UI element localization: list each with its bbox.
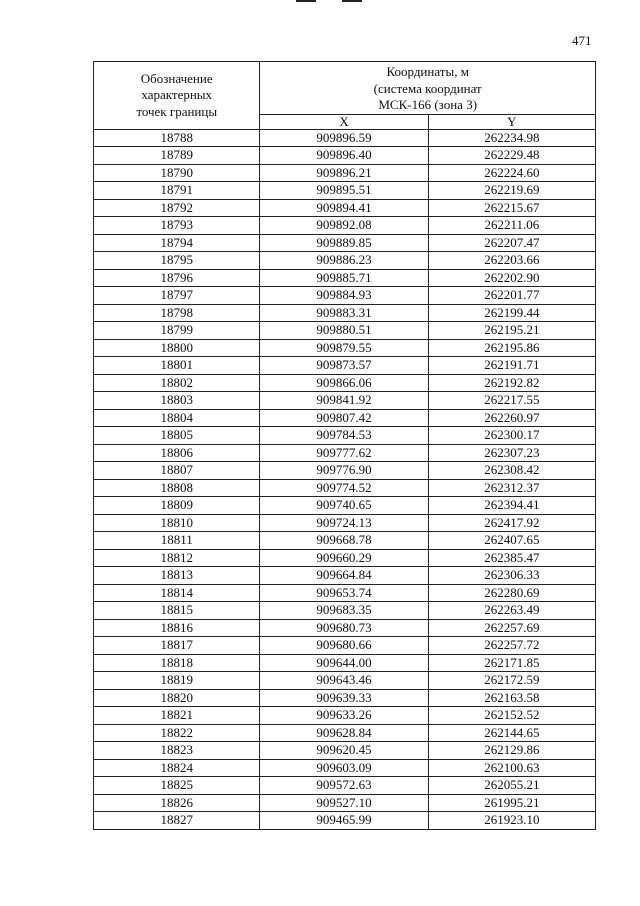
table-row <box>94 602 596 620</box>
cell-point-id: 18804 <box>94 409 260 427</box>
cell-y: 262306.33 <box>428 567 595 585</box>
table-row <box>94 164 596 182</box>
cell-x: 909620.45 <box>260 742 428 760</box>
table-row <box>94 462 596 480</box>
coordinates-table <box>93 61 596 830</box>
cell-x: 909896.40 <box>260 147 428 165</box>
cell-y: 262257.69 <box>428 619 595 637</box>
cell-point-id: 18815 <box>94 602 260 620</box>
cell-x: 909889.85 <box>260 234 428 252</box>
cell-y: 262195.21 <box>428 322 595 340</box>
cell-point-id: 18810 <box>94 514 260 532</box>
cell-y: 262257.72 <box>428 637 595 655</box>
cell-point-id: 18796 <box>94 269 260 287</box>
cell-y: 262300.17 <box>428 427 595 445</box>
table-row <box>94 444 596 462</box>
table-row <box>94 619 596 637</box>
table-row <box>94 759 596 777</box>
cell-point-id: 18798 <box>94 304 260 322</box>
cell-point-id: 18789 <box>94 147 260 165</box>
cell-point-id: 18820 <box>94 689 260 707</box>
cell-point-id: 18812 <box>94 549 260 567</box>
table-row <box>94 479 596 497</box>
cell-y: 262211.06 <box>428 217 595 235</box>
table-header-row <box>94 62 596 115</box>
cell-x: 909873.57 <box>260 357 428 375</box>
table-row <box>94 357 596 375</box>
table-row <box>94 689 596 707</box>
cell-y: 262055.21 <box>428 777 595 795</box>
cell-point-id: 18826 <box>94 794 260 812</box>
table-row <box>94 287 596 305</box>
header-y: Y <box>428 114 595 129</box>
table-row <box>94 392 596 410</box>
table-row <box>94 234 596 252</box>
cell-point-id: 18800 <box>94 339 260 357</box>
cell-x: 909724.13 <box>260 514 428 532</box>
cell-point-id: 18823 <box>94 742 260 760</box>
cell-x: 909628.84 <box>260 724 428 742</box>
cell-y: 262203.66 <box>428 252 595 270</box>
cell-x: 909892.08 <box>260 217 428 235</box>
cell-y: 262195.86 <box>428 339 595 357</box>
cell-x: 909885.71 <box>260 269 428 287</box>
cell-y: 262172.59 <box>428 672 595 690</box>
table-row <box>94 497 596 515</box>
cell-x: 909866.06 <box>260 374 428 392</box>
cell-point-id: 18805 <box>94 427 260 445</box>
table-row <box>94 794 596 812</box>
cell-y: 262385.47 <box>428 549 595 567</box>
cell-point-id: 18808 <box>94 479 260 497</box>
cell-y: 262163.58 <box>428 689 595 707</box>
cell-x: 909895.51 <box>260 182 428 200</box>
cell-y: 262263.49 <box>428 602 595 620</box>
cell-point-id: 18821 <box>94 707 260 725</box>
table-row <box>94 269 596 287</box>
cell-y: 262207.47 <box>428 234 595 252</box>
cell-point-id: 18793 <box>94 217 260 235</box>
cell-x: 909680.73 <box>260 619 428 637</box>
cell-point-id: 18827 <box>94 812 260 830</box>
cell-point-id: 18811 <box>94 532 260 550</box>
cell-point-id: 18814 <box>94 584 260 602</box>
header-coords-line: Координаты, м <box>386 64 469 79</box>
top-mark-right <box>342 0 362 2</box>
cell-point-id: 18803 <box>94 392 260 410</box>
top-mark-left <box>296 0 316 2</box>
cell-y: 262192.82 <box>428 374 595 392</box>
cell-point-id: 18788 <box>94 129 260 147</box>
cell-point-id: 18807 <box>94 462 260 480</box>
cell-point-id: 18801 <box>94 357 260 375</box>
cell-y: 262308.42 <box>428 462 595 480</box>
cell-y: 262407.65 <box>428 532 595 550</box>
cell-y: 262202.90 <box>428 269 595 287</box>
cell-point-id: 18822 <box>94 724 260 742</box>
table-row <box>94 129 596 147</box>
table-row <box>94 409 596 427</box>
table-row <box>94 672 596 690</box>
table-row <box>94 199 596 217</box>
cell-y: 262215.67 <box>428 199 595 217</box>
cell-y: 261923.10 <box>428 812 595 830</box>
cell-point-id: 18790 <box>94 164 260 182</box>
cell-x: 909527.10 <box>260 794 428 812</box>
table-row <box>94 252 596 270</box>
table-row <box>94 147 596 165</box>
header-coordinates <box>260 62 596 115</box>
cell-x: 909879.55 <box>260 339 428 357</box>
header-coords-line: МСК-166 (зона 3) <box>378 97 478 112</box>
table-row <box>94 532 596 550</box>
cell-point-id: 18797 <box>94 287 260 305</box>
cell-y: 262191.71 <box>428 357 595 375</box>
table-row <box>94 707 596 725</box>
page-number: 471 <box>572 33 592 48</box>
cell-point-id: 18809 <box>94 497 260 515</box>
cell-x: 909777.62 <box>260 444 428 462</box>
cell-y: 262224.60 <box>428 164 595 182</box>
cell-x: 909807.42 <box>260 409 428 427</box>
cell-y: 262152.52 <box>428 707 595 725</box>
cell-y: 262171.85 <box>428 654 595 672</box>
cell-y: 262219.69 <box>428 182 595 200</box>
cell-y: 262307.23 <box>428 444 595 462</box>
cell-x: 909668.78 <box>260 532 428 550</box>
table-row <box>94 549 596 567</box>
cell-point-id: 18799 <box>94 322 260 340</box>
cell-y: 261995.21 <box>428 794 595 812</box>
cell-x: 909776.90 <box>260 462 428 480</box>
cell-y: 262394.41 <box>428 497 595 515</box>
cell-y: 262234.98 <box>428 129 595 147</box>
cell-x: 909660.29 <box>260 549 428 567</box>
cell-x: 909880.51 <box>260 322 428 340</box>
cell-point-id: 18791 <box>94 182 260 200</box>
cell-x: 909653.74 <box>260 584 428 602</box>
table-row <box>94 567 596 585</box>
cell-point-id: 18813 <box>94 567 260 585</box>
cell-x: 909841.92 <box>260 392 428 410</box>
cell-x: 909774.52 <box>260 479 428 497</box>
table-row <box>94 637 596 655</box>
cell-x: 909896.59 <box>260 129 428 147</box>
table-row <box>94 514 596 532</box>
table-row <box>94 724 596 742</box>
cell-x: 909643.46 <box>260 672 428 690</box>
header-point-line: точек границы <box>136 103 218 119</box>
cell-point-id: 18816 <box>94 619 260 637</box>
cell-point-id: 18802 <box>94 374 260 392</box>
cell-y: 262417.92 <box>428 514 595 532</box>
table-row <box>94 182 596 200</box>
cell-x: 909896.21 <box>260 164 428 182</box>
cell-x: 909603.09 <box>260 759 428 777</box>
cell-point-id: 18824 <box>94 759 260 777</box>
header-point-line: характерных <box>141 87 213 102</box>
table-row <box>94 322 596 340</box>
cell-x: 909784.53 <box>260 427 428 445</box>
cell-x: 909633.26 <box>260 707 428 725</box>
cell-x: 909894.41 <box>260 199 428 217</box>
top-edge-marks <box>296 0 366 3</box>
header-x: X <box>260 114 428 129</box>
table-row <box>94 374 596 392</box>
cell-x: 909572.63 <box>260 777 428 795</box>
cell-x: 909644.00 <box>260 654 428 672</box>
cell-y: 262100.63 <box>428 759 595 777</box>
cell-y: 262229.48 <box>428 147 595 165</box>
cell-point-id: 18818 <box>94 654 260 672</box>
cell-point-id: 18794 <box>94 234 260 252</box>
table-row <box>94 339 596 357</box>
cell-x: 909664.84 <box>260 567 428 585</box>
cell-point-id: 18819 <box>94 672 260 690</box>
table-row <box>94 584 596 602</box>
table-body <box>94 129 596 829</box>
table-row <box>94 654 596 672</box>
cell-point-id: 18817 <box>94 637 260 655</box>
cell-y: 262260.97 <box>428 409 595 427</box>
table-row <box>94 217 596 235</box>
cell-y: 262280.69 <box>428 584 595 602</box>
table-row <box>94 742 596 760</box>
cell-point-id: 18806 <box>94 444 260 462</box>
cell-x: 909465.99 <box>260 812 428 830</box>
cell-x: 909883.31 <box>260 304 428 322</box>
cell-y: 262201.77 <box>428 287 595 305</box>
cell-x: 909680.66 <box>260 637 428 655</box>
table-row <box>94 427 596 445</box>
table-row <box>94 304 596 322</box>
cell-y: 262199.44 <box>428 304 595 322</box>
cell-point-id: 18792 <box>94 199 260 217</box>
header-coords-line: (система координат <box>373 80 482 96</box>
cell-y: 262129.86 <box>428 742 595 760</box>
cell-x: 909740.65 <box>260 497 428 515</box>
cell-x: 909884.93 <box>260 287 428 305</box>
header-point-designation <box>94 62 260 130</box>
cell-x: 909639.33 <box>260 689 428 707</box>
table-row <box>94 812 596 830</box>
cell-y: 262312.37 <box>428 479 595 497</box>
cell-point-id: 18825 <box>94 777 260 795</box>
cell-y: 262144.65 <box>428 724 595 742</box>
table-row <box>94 777 596 795</box>
cell-x: 909683.35 <box>260 602 428 620</box>
cell-x: 909886.23 <box>260 252 428 270</box>
cell-point-id: 18795 <box>94 252 260 270</box>
header-point-line: Обозначение <box>140 70 213 86</box>
cell-y: 262217.55 <box>428 392 595 410</box>
